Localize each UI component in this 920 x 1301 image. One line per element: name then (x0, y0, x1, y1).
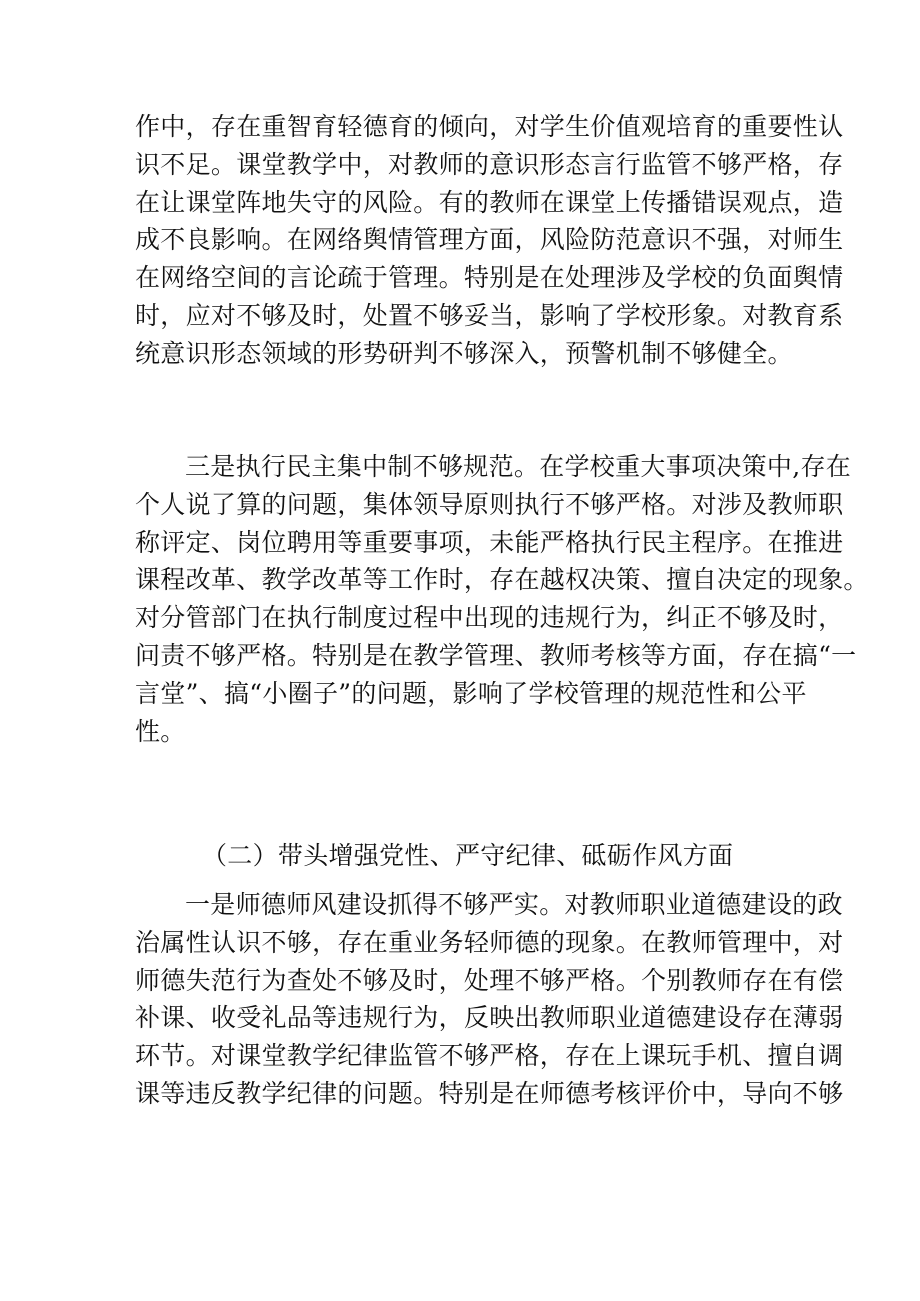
section-heading (135, 837, 795, 875)
text-line: 环节。对课堂教学纪律监管不够严格，存在上课玩手机、擅自调 (135, 1041, 844, 1071)
text-line: 性。 (135, 716, 186, 746)
text-line: 言堂”、搞“小圈子”的问题，影响了学校管理的规范性和公平 (135, 678, 807, 708)
text-line: 师德失范行为查处不够及时，处理不够严格。个别教师存在有偿 (135, 965, 844, 995)
text-line: 对分管部门在执行制度过程中出现的违规行为，纠正不够及时， (135, 603, 844, 633)
text-line: 课程改革、教学改革等工作时，存在越权决策、擅自决定的现象。 (135, 565, 869, 595)
text-line: 课等违反教学纪律的问题。特别是在师德考核评价中，导向不够 (135, 1078, 844, 1108)
text-line: 识不足。课堂教学中，对教师的意识形态言行监管不够严格，存 (135, 149, 844, 179)
text-line: 治属性认识不够，存在重业务轻师德的现象。在教师管理中，对 (135, 927, 844, 957)
paragraph-ideology-work (135, 108, 844, 373)
text-line: 时，应对不够及时，处置不够妥当，影响了学校形象。对教育系 (135, 300, 844, 330)
text-line: 补课、收受礼品等违规行为，反映出教师职业道德建设存在薄弱 (135, 1003, 844, 1033)
paragraph-teacher-ethics (135, 886, 844, 1113)
text-line: 统意识形态领域的形势研判不够深入，预警机制不够健全。 (135, 338, 793, 368)
text-line: 在让课堂阵地失守的风险。有的教师在课堂上传播错误观点，造 (135, 187, 844, 217)
text-line: 问责不够严格。特别是在教学管理、教师考核等方面，存在搞“一 (135, 640, 857, 670)
text-line: 作中，存在重智育轻德育的倾向，对学生价值观培育的重要性认 (135, 112, 844, 141)
text-line: 个人说了算的问题，集体领导原则执行不够严格。对涉及教师职 (135, 489, 844, 519)
text-line: 一是师德师风建设抓得不够严实。对教师职业道德建设的政 (185, 890, 843, 919)
text-line: 在网络空间的言论疏于管理。特别是在处理涉及学校的负面舆情 (135, 263, 844, 293)
text-line: 称评定、岗位聘用等重要事项，未能严格执行民主程序。在推进 (135, 527, 844, 557)
text-line: 成不良影响。在网络舆情管理方面，风险防范意识不强，对师生 (135, 225, 844, 255)
text-line: 三是执行民主集中制不够规范。在学校重大事项决策中,存在 (185, 452, 852, 481)
paragraph-democratic-centralism (135, 448, 869, 750)
section-heading-text: （二）带头增强党性、严守纪律、砥砺作风方面 (202, 841, 734, 870)
